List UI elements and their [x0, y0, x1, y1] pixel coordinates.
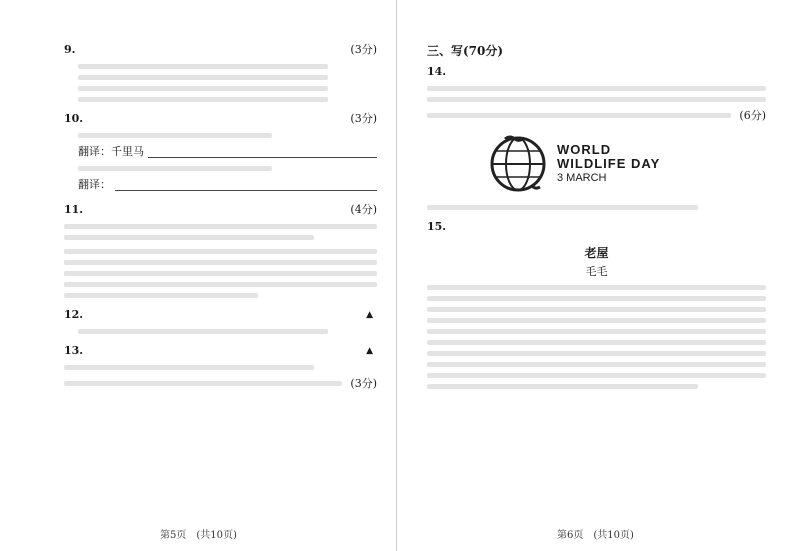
- question-text-line: [427, 113, 731, 118]
- question-number: 15.: [427, 220, 447, 233]
- passage-line: [427, 285, 766, 290]
- option-a-line: [78, 64, 328, 69]
- page-footer: 第5页 (共10页): [160, 530, 237, 541]
- question-text-line: [64, 365, 314, 370]
- world-wildlife-day-logo: [487, 133, 766, 195]
- question-score: (6分): [739, 109, 766, 122]
- answer-blank[interactable]: [148, 146, 377, 158]
- answer-line-1[interactable]: [78, 144, 377, 160]
- passage-line: [427, 362, 766, 367]
- answer-given-text: 千里马: [111, 145, 144, 158]
- passage-line: [427, 318, 766, 323]
- question-text-line: [64, 235, 314, 240]
- question-score: (4分): [350, 203, 377, 216]
- option-d-line: [78, 97, 328, 102]
- prose-passage: [427, 244, 766, 389]
- passage-line: [64, 249, 377, 254]
- question-number: 14.: [427, 65, 447, 78]
- question-13: [64, 343, 377, 392]
- question-11: [64, 202, 377, 240]
- passage-line: [64, 282, 377, 287]
- globe-icon: [487, 133, 549, 195]
- question-number: 13.: [64, 344, 84, 357]
- question-text-line: [64, 224, 377, 229]
- page-footer: 第6页 (共10页): [557, 530, 634, 541]
- sub-question-1-line: [78, 133, 272, 138]
- passage-author: 毛毛: [585, 265, 608, 278]
- logo-note: [427, 205, 766, 210]
- logo-date: 3 MARCH: [557, 172, 607, 184]
- question-number: 10.: [64, 112, 84, 125]
- passage-title: 老屋: [584, 246, 609, 260]
- question-12: [64, 307, 377, 334]
- question-text-line: [427, 97, 766, 102]
- passage-line: [64, 260, 377, 265]
- passage-line: [427, 373, 766, 378]
- passage-line: [427, 351, 766, 356]
- right-page: [397, 0, 794, 551]
- answer-blank[interactable]: [115, 179, 377, 191]
- passage-line: [427, 384, 698, 389]
- blank-marker: ▲: [366, 310, 373, 320]
- sub-question-2-line: [78, 166, 272, 171]
- question-score: (3分): [350, 377, 377, 390]
- question-score: (3分): [350, 43, 377, 56]
- passage-line: [427, 307, 766, 312]
- logo-title-line-2: WILDLIFE DAY: [557, 156, 661, 171]
- question-text-line: [427, 86, 766, 91]
- answer-label: 翻译：: [78, 178, 111, 191]
- note-line: [427, 205, 698, 210]
- question-number: 11.: [64, 203, 84, 216]
- passage-line: [64, 293, 258, 298]
- question-14: [427, 64, 766, 124]
- question-text-line: [64, 381, 342, 386]
- answer-label: 翻译：: [78, 145, 111, 158]
- option-b-line: [78, 75, 328, 80]
- logo-text: [557, 143, 660, 185]
- question-9: [64, 42, 377, 102]
- question-10: [64, 111, 377, 193]
- passage-line: [427, 296, 766, 301]
- question-number: 9.: [64, 43, 76, 56]
- blank-marker: ▲: [366, 346, 373, 356]
- question-15-intro: [427, 219, 766, 235]
- question-number: 12.: [64, 308, 84, 321]
- sentence-to-segment-line[interactable]: [78, 329, 328, 334]
- answer-line-2[interactable]: [78, 177, 377, 193]
- reading-passage: [64, 249, 377, 298]
- logo-title-line-1: WORLD: [557, 142, 612, 157]
- section-title: 三、写(70分): [427, 44, 504, 58]
- question-score: (3分): [350, 112, 377, 125]
- passage-line: [427, 329, 766, 334]
- passage-line: [427, 340, 766, 345]
- passage-line: [64, 271, 377, 276]
- option-c-line: [78, 86, 328, 91]
